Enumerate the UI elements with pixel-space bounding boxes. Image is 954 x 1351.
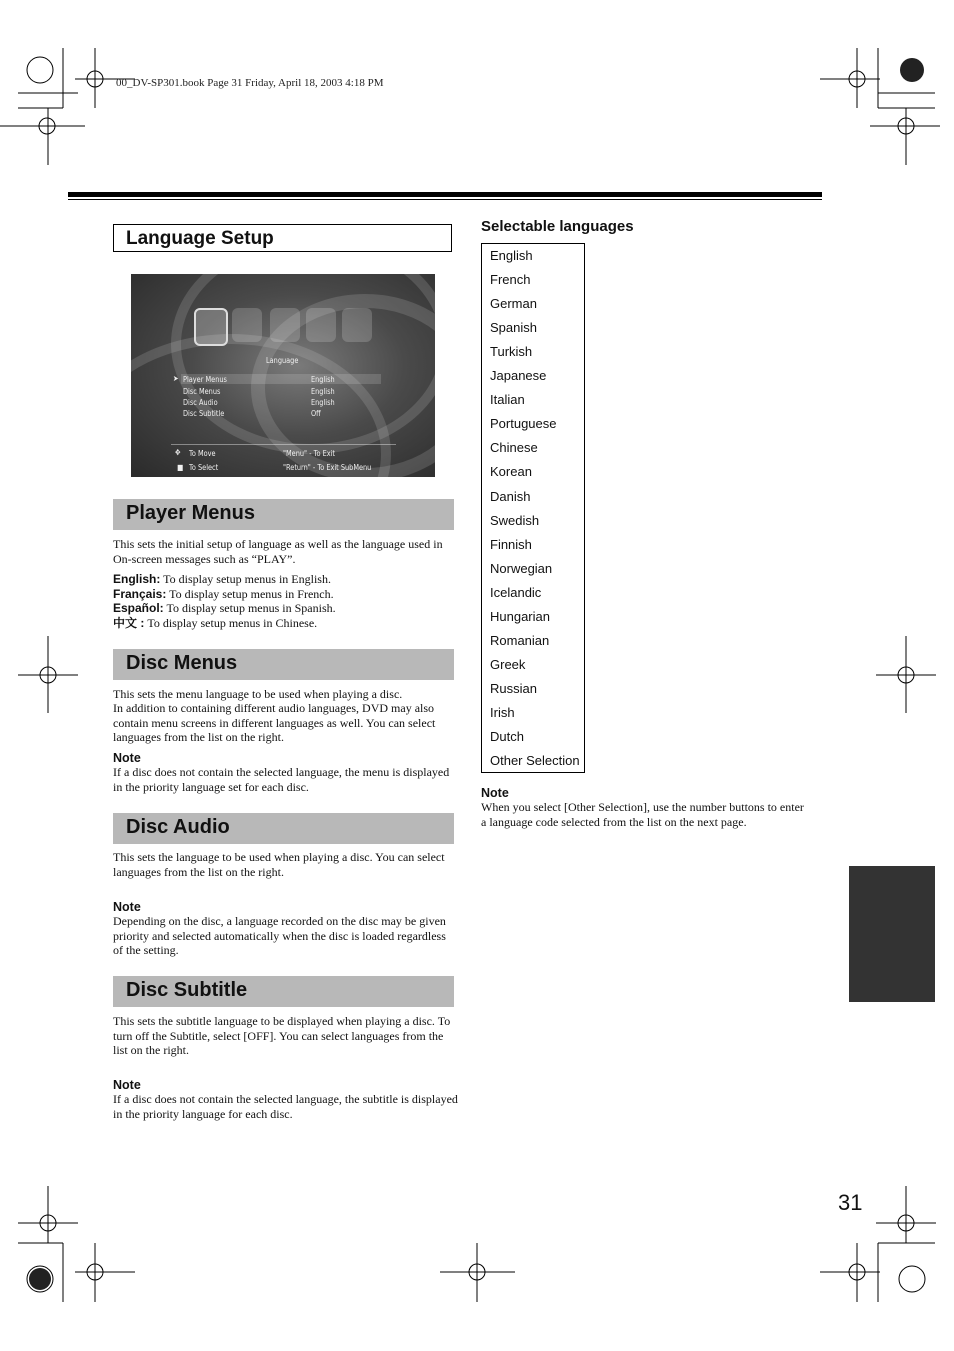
option-francais: Français: To display setup menus in French. (113, 586, 334, 601)
section-title-box (113, 224, 452, 252)
player-menus-heading: Player Menus (126, 502, 255, 524)
list-item: Spanish (490, 320, 537, 335)
screen-footer-move: To Move (189, 449, 216, 458)
list-item: Other Selection (490, 753, 580, 768)
list-item: Icelandic (490, 585, 542, 600)
list-item: Greek (490, 657, 526, 672)
display-icon (270, 308, 300, 342)
list-item: Italian (490, 392, 525, 407)
file-header: 00_DV-SP301.book Page 31 Friday, April 18, 2003 4:18 PM (116, 77, 384, 89)
screen-heading: Language (266, 356, 299, 365)
list-item: Romanian (490, 633, 550, 648)
disc-icon (306, 308, 336, 342)
list-item: Hungarian (490, 609, 550, 624)
lock-icon (342, 308, 372, 342)
list-item: Russian (490, 681, 537, 696)
list-item: Finnish (490, 537, 532, 552)
disc-menus-heading-bar (113, 649, 454, 680)
option-english: English: To display setup menus in English. (113, 572, 331, 586)
option-chinese: 中文 : To display setup menus in Chinese. (113, 615, 318, 630)
selectable-languages-heading: Selectable languages (481, 218, 634, 235)
screen-row-label: Disc Audio (183, 398, 218, 407)
screen-footer-exit-sub: "Return" - To Exit SubMenu (283, 463, 372, 472)
selectable-note: When you select [Other Selection], use the number buttons to enter a language code selected from the list on the next page. (481, 800, 804, 829)
disc-menus-text: This sets the menu language to be used when playing a disc. (113, 687, 403, 701)
disc-subtitle-heading-bar (113, 976, 454, 1007)
page-number: 31 (838, 1190, 863, 1215)
page-title: Language Setup (126, 228, 274, 249)
disc-menus-text-2: In addition to containing different audio languages, DVD may also contain menu screens in different languages as well. You can select languages from the list on the right. (113, 701, 436, 745)
screen-row-value: English (311, 387, 335, 396)
disc-audio-text: This sets the language to be used when playing a disc. You can select languages from the list on the right. (113, 850, 445, 879)
list-item: Norwegian (490, 561, 553, 576)
screen-row-value: Off (311, 409, 321, 418)
list-item: Dutch (490, 729, 524, 744)
screen-row-label: Player Menus (183, 375, 227, 384)
disc-audio-note: Depending on the disc, a language recorded on the disc may be given priority and selected automatically when the disc is loaded regardless of the setting. (113, 914, 446, 958)
player-menus-heading-bar (113, 499, 454, 530)
screen-footer-divider (171, 444, 396, 445)
screen-row-label: Disc Menus (183, 387, 221, 396)
disc-audio-heading: Disc Audio (126, 816, 230, 838)
disc-subtitle-note: If a disc does not contain the selected language, the subtitle is displayed in the priority language for each disc. (113, 1092, 458, 1121)
disc-subtitle-heading: Disc Subtitle (126, 979, 248, 1001)
speaker-icon (232, 308, 262, 342)
list-item: Korean (490, 464, 532, 479)
list-item: Portuguese (490, 416, 557, 431)
disc-audio-heading-bar (113, 813, 454, 844)
language-menu-screenshot (131, 274, 435, 477)
screen-arrow-icon: ➤ (173, 374, 179, 383)
list-item: Danish (490, 489, 531, 504)
screen-footer-exit: "Menu" - To Exit (283, 449, 336, 458)
screen-row-value: English (311, 398, 335, 407)
player-menus-options (113, 572, 458, 630)
move-icon: ✥ (175, 448, 181, 457)
disc-audio-note-label: Note (113, 900, 141, 914)
list-item: Chinese (490, 440, 538, 455)
disc-subtitle-text: This sets the subtitle language to be displayed when playing a disc. To turn off the Subtitle, select [OFF]. You can select languages from the list on the right. (113, 1014, 451, 1058)
list-item: French (490, 272, 531, 287)
disc-menus-heading: Disc Menus (126, 652, 238, 674)
list-item: Irish (490, 705, 515, 720)
chapter-tab (849, 866, 935, 1002)
screen-row-label: Disc Subtitle (183, 409, 225, 418)
selectable-note-label: Note (481, 786, 509, 800)
disc-menus-note: If a disc does not contain the selected language, the menu is displayed in the priority language set for each disc. (113, 765, 450, 794)
list-item: Turkish (490, 344, 533, 359)
list-item: German (490, 296, 537, 311)
header-rule (68, 192, 822, 197)
abc-icon (194, 308, 228, 346)
list-item: Japanese (490, 368, 547, 383)
player-menus-text: This sets the initial setup of language as well as the language used in On-screen messages such as “PLAY”. (113, 537, 443, 566)
list-item: English (490, 248, 533, 263)
disc-menus-note-label: Note (113, 751, 141, 765)
option-espanol: Español: To display setup menus in Spanish. (113, 601, 336, 616)
list-item: Swedish (490, 513, 540, 528)
select-icon: ■ (177, 463, 184, 472)
screen-row-value: English (311, 375, 335, 384)
header-rule-thin (68, 199, 822, 200)
language-list (481, 243, 585, 773)
screen-footer-select: To Select (189, 463, 219, 472)
disc-subtitle-note-label: Note (113, 1078, 141, 1092)
